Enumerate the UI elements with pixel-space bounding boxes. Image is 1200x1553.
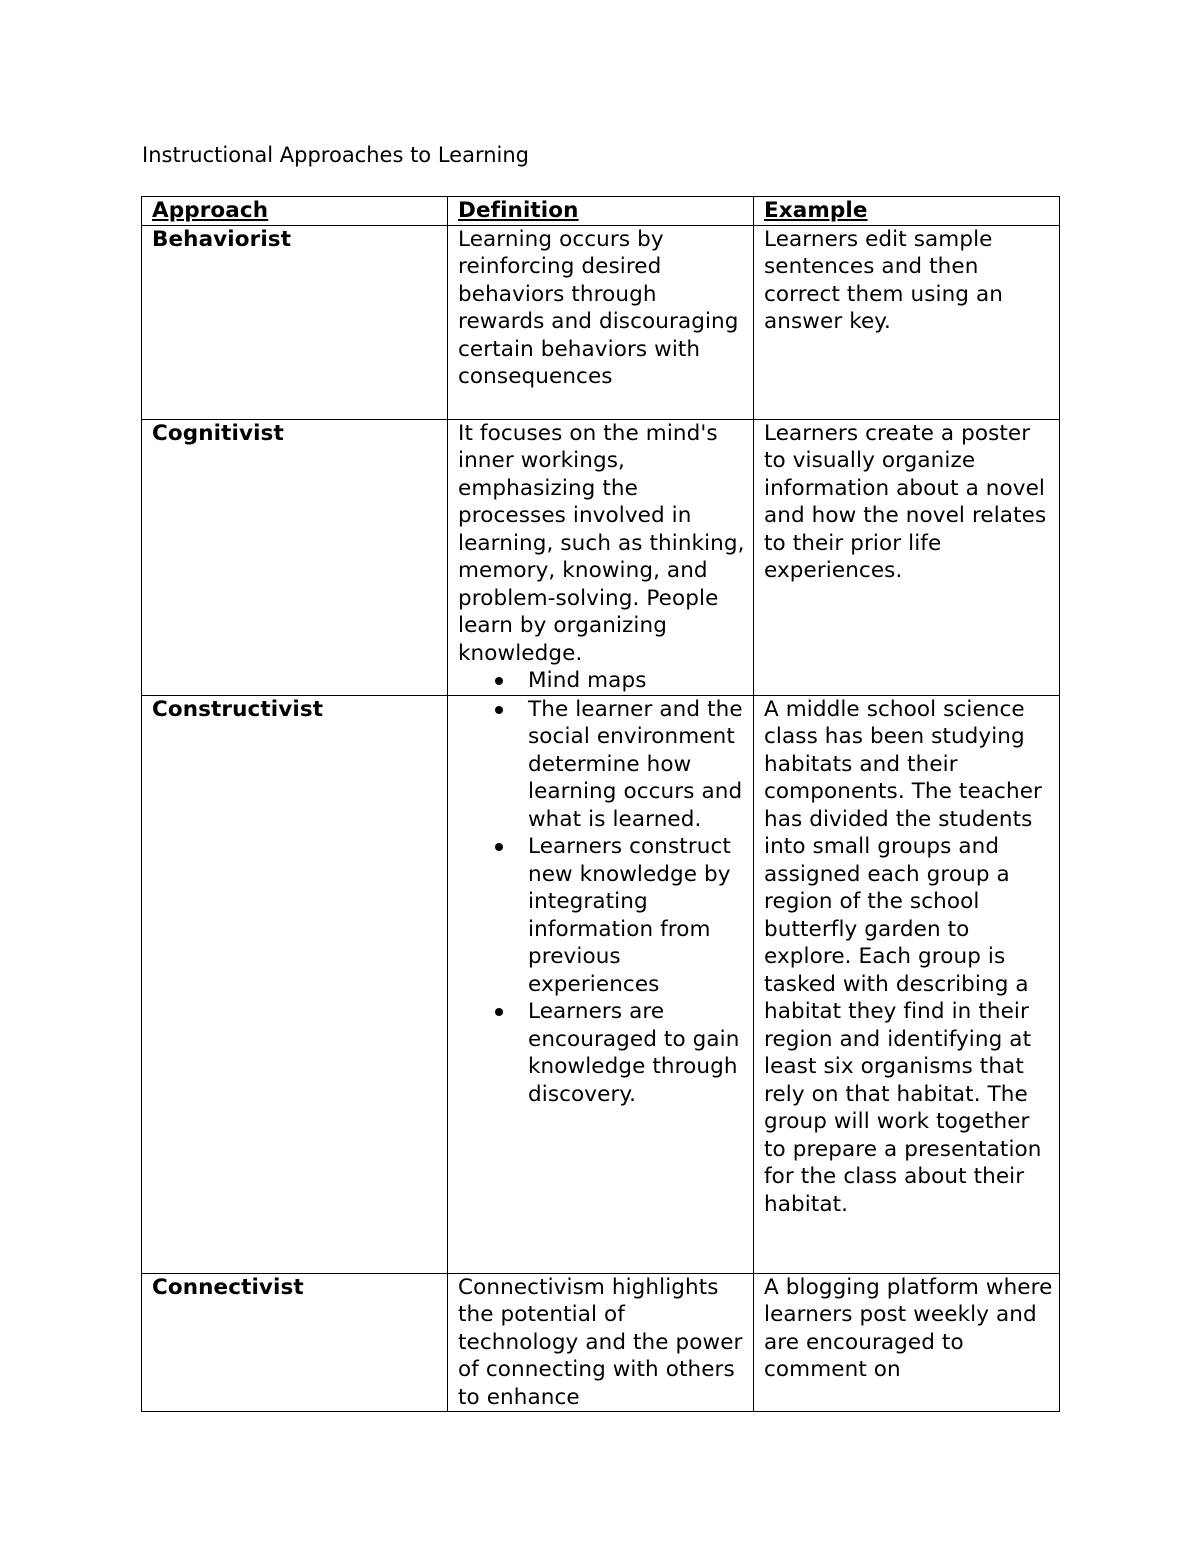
bullet-item: Mind maps bbox=[528, 667, 749, 695]
definition-cell bbox=[448, 225, 754, 419]
definition-text: Learning occurs by reinforcing desired behaviors through rewards and discouraging certain behaviors with consequences bbox=[458, 226, 739, 389]
example-cell bbox=[754, 419, 1060, 695]
approaches-table bbox=[141, 196, 1060, 1412]
definition-bullet-list bbox=[458, 696, 749, 1109]
approach-cell bbox=[142, 225, 448, 419]
definition-cell bbox=[448, 419, 754, 695]
definition-bullet-list bbox=[458, 667, 749, 695]
approach-name: Behaviorist bbox=[152, 226, 292, 252]
example-text: Learners edit sample sentences and then correct them using an answer key. bbox=[764, 226, 1003, 334]
header-definition-cell bbox=[448, 197, 754, 226]
table-row bbox=[142, 419, 1060, 695]
bullet-item: Learners construct new knowledge by integrating information from previous experiences bbox=[528, 833, 749, 998]
definition-text: It focuses on the mind's inner workings, emphasizing the processes involved in learning, such as thinking, memory, knowing, and problem-solving. People learn by organizing knowledge. bbox=[458, 420, 745, 666]
header-example: Example bbox=[764, 198, 868, 223]
example-text: A middle school science class has been studying habitats and their components. The teacher has divided the students into small groups and assigned each group a region of the school butterfly garden to explore. Each group is tasked with describing a habitat they find in their region and identifying at least six organisms that rely on that habitat. The group will work together to prepare a presentation for the class about their habitat. bbox=[764, 696, 1042, 1217]
example-cell bbox=[754, 225, 1060, 419]
approach-name: Connectivist bbox=[152, 1274, 304, 1300]
table-header-row bbox=[142, 197, 1060, 226]
approach-name: Cognitivist bbox=[152, 420, 284, 446]
example-cell bbox=[754, 695, 1060, 1273]
table-row bbox=[142, 695, 1060, 1273]
definition-cell bbox=[448, 1273, 754, 1412]
approach-cell bbox=[142, 1273, 448, 1412]
example-text: Learners create a poster to visually organize information about a novel and how the novel relates to their prior life experiences. bbox=[764, 420, 1047, 583]
approach-name: Constructivist bbox=[152, 696, 324, 722]
header-approach-cell bbox=[142, 197, 448, 226]
header-definition: Definition bbox=[458, 198, 579, 223]
approach-cell bbox=[142, 419, 448, 695]
table-row bbox=[142, 1273, 1060, 1412]
definition-cell bbox=[448, 695, 754, 1273]
definition-text: Connectivism highlights the potential of technology and the power of connecting with others to enhance bbox=[458, 1274, 743, 1410]
example-cell bbox=[754, 1273, 1060, 1412]
bullet-item: Learners are encouraged to gain knowledge through discovery. bbox=[528, 998, 749, 1108]
header-approach: Approach bbox=[152, 198, 269, 223]
approach-cell bbox=[142, 695, 448, 1273]
example-text: A blogging platform where learners post weekly and are encouraged to comment on bbox=[764, 1274, 1053, 1382]
bullet-item: The learner and the social environment determine how learning occurs and what is learned. bbox=[528, 696, 749, 834]
table-row bbox=[142, 225, 1060, 419]
header-example-cell bbox=[754, 197, 1060, 226]
document-title: Instructional Approaches to Learning bbox=[142, 143, 530, 167]
